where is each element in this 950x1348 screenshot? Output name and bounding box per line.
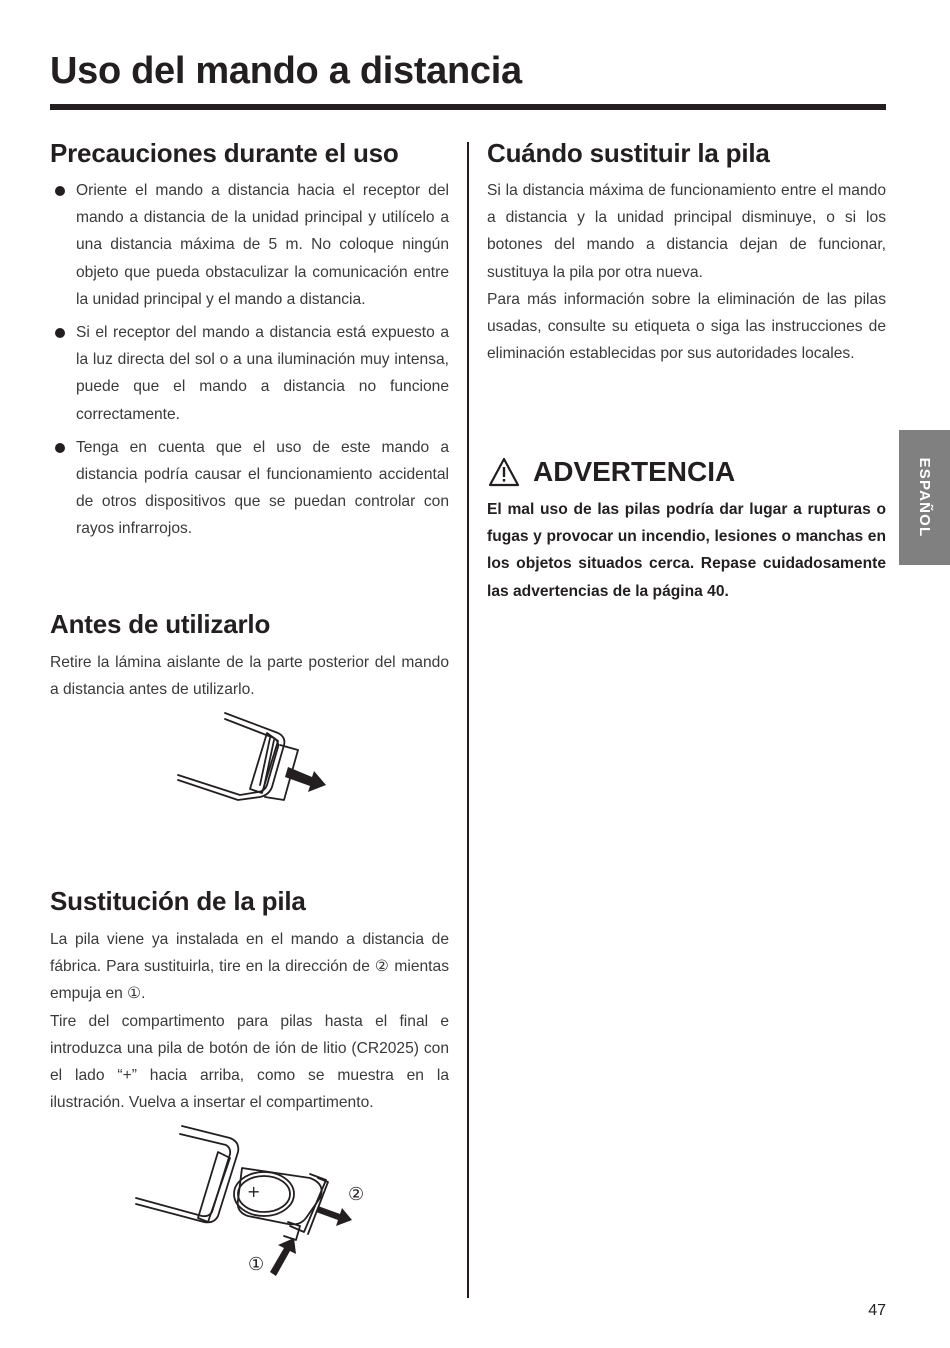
precautions-list — [50, 177, 449, 543]
remove-insulation-sheet-illustration — [170, 705, 340, 820]
list-item-text: Tenga en cuenta que el uso de este mando a distancia podría causar el funcionamiento accidental de otros dispositivos que se puedan controlar con rayos infrarrojos. — [76, 438, 449, 538]
list-item-text: Si el receptor del mando a distancia está expuesto a la luz directa del sol o a una iluminación muy intensa, puede que el mando a distancia no funcione correctamente. — [76, 324, 449, 423]
when-replace-paragraph-1: Si la distancia máxima de funcionamiento entre el mando a distancia y la unidad principal disminuye, o si los botones del mando a distancia dejan de funcionar, sustituya la pila por otra nueva. — [487, 182, 886, 281]
battery-replacement-paragraph-1: La pila viene ya instalada en el mando a distancia de fábrica. Para sustituirla, tire en la dirección de ② mientas empuja en ①. — [50, 931, 449, 1003]
warning-text: El mal uso de las pilas podría dar lugar a rupturas o fugas y provocar un incendio, lesiones o manchas en los objetos situados cerca. Repase cuidadosamente las advertencias de la página 40. — [487, 501, 886, 600]
battery-replacement-heading: Sustitución de la pila — [50, 886, 306, 916]
bullet-icon — [55, 443, 65, 453]
pull-arrow-icon — [285, 767, 326, 792]
push-arrow-icon — [270, 1238, 296, 1276]
battery-tray-illustration — [130, 1122, 380, 1282]
page-title: Uso del mando a distancia — [50, 50, 522, 92]
when-replace-paragraph-2: Para más información sobre la eliminación de las pilas usadas, consulte su etiqueta o siga las instrucciones de eliminación establecidas por sus autoridades locales. — [487, 290, 886, 363]
battery-plus-symbol: + — [247, 1182, 261, 1201]
list-item — [50, 434, 449, 543]
warning-section — [487, 456, 886, 605]
push-label: ① — [248, 1254, 265, 1275]
battery-replacement-section — [50, 886, 449, 1116]
language-tab-label: ESPAÑOL — [916, 457, 933, 538]
when-replace-heading: Cuándo sustituir la pila — [487, 138, 770, 168]
precautions-heading: Precauciones durante el uso — [50, 138, 399, 168]
column-divider — [467, 142, 469, 1298]
list-item-text: Oriente el mando a distancia hacia el receptor del mando a distancia de la unidad principal y utilícelo a una distancia máxima de 5 m. No coloque ningún objeto que pueda obstaculizar la comunicación entre la unidad principal y el mando a distancia. — [76, 182, 449, 308]
before-use-heading: Antes de utilizarlo — [50, 609, 271, 639]
before-use-text: Retire la lámina aislante de la parte posterior del mando a distancia antes de utilizarlo. — [50, 654, 449, 699]
warning-header — [487, 456, 886, 488]
bullet-icon — [55, 328, 65, 338]
list-item — [50, 177, 449, 313]
page-number: 47 — [868, 1302, 886, 1319]
pull-arrow-icon — [316, 1206, 352, 1226]
language-tab — [899, 430, 950, 565]
when-replace-section — [487, 138, 886, 367]
warning-title: ADVERTENCIA — [533, 456, 736, 487]
bullet-icon — [55, 186, 65, 196]
warning-triangle-icon — [487, 456, 521, 488]
pull-label: ② — [348, 1184, 365, 1205]
title-rule — [50, 104, 886, 110]
before-use-section — [50, 609, 449, 703]
battery-replacement-paragraph-2: Tire del compartimento para pilas hasta el final e introduzca una pila de botón de ión de litio (CR2025) con el lado “+” hacia arriba, como se muestra en la ilustración. Vuelva a insertar el compartimento. — [50, 1012, 449, 1112]
precautions-section — [50, 138, 449, 549]
list-item — [50, 319, 449, 428]
